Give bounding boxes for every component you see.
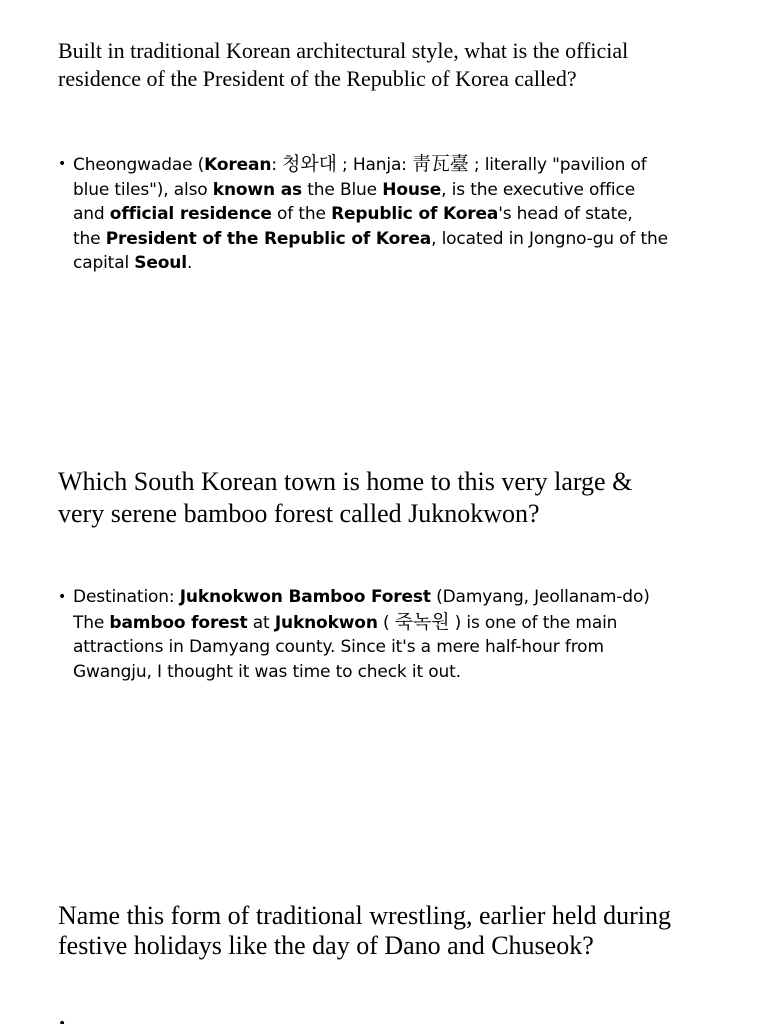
answer-1-line-1: Cheongwadae (Korean: 청와대 ; Hanja: 靑瓦臺 ; literally "pavilion of — [73, 153, 647, 175]
question-1-line-1: Built in traditional Korean architectural style, what is the official — [58, 38, 629, 63]
answer-1-line-4: the President of the Republic of Korea, located in Jongno-gu of the — [73, 228, 668, 249]
bullet-icon: • — [58, 156, 67, 172]
answer-1-line-3: and official residence of the Republic of Korea's head of state, — [73, 204, 633, 224]
question-3-line-1: Name this form of traditional wrestling, earlier held during — [58, 901, 671, 930]
question-3 — [58, 901, 728, 961]
answer-1 — [58, 152, 738, 276]
bullet-icon: • — [58, 1016, 67, 1024]
answer-2-line-1: Destination: Juknokwon Bamboo Forest (Damyang, Jeollanam-do) — [73, 587, 650, 607]
answer-1-text — [73, 152, 738, 276]
answer-2-line-3: attractions in Damyang county. Since it's a mere half-hour from — [73, 637, 604, 657]
question-2-line-2: very serene bamboo forest called Juknokwon? — [58, 499, 540, 528]
answer-2-line-4: Gwangju, I thought it was time to check it out. — [73, 661, 461, 682]
bullet-icon: • — [58, 589, 67, 605]
question-1-line-2: residence of the President of the Republic of Korea called? — [58, 66, 577, 91]
answer-1-line-5: capital Seoul. — [73, 253, 193, 273]
answer-2-text — [73, 585, 738, 684]
answer-1-bullet-item — [58, 152, 738, 276]
answer-2-line-2: The bamboo forest at Juknokwon ( 죽녹원 ) is one of the main — [73, 610, 618, 633]
question-2-line-1: Which South Korean town is home to this very large & — [58, 467, 633, 496]
question-1 — [58, 37, 728, 93]
question-3-line-2: festive holidays like the day of Dano and Chuseok? — [58, 931, 594, 960]
answer-2 — [58, 585, 738, 684]
question-2 — [58, 466, 728, 530]
cutoff-next-bullet — [58, 1016, 98, 1024]
answer-1-line-2: blue tiles"), also known as the Blue House, is the executive office — [73, 179, 636, 200]
answer-2-bullet-item — [58, 585, 738, 684]
